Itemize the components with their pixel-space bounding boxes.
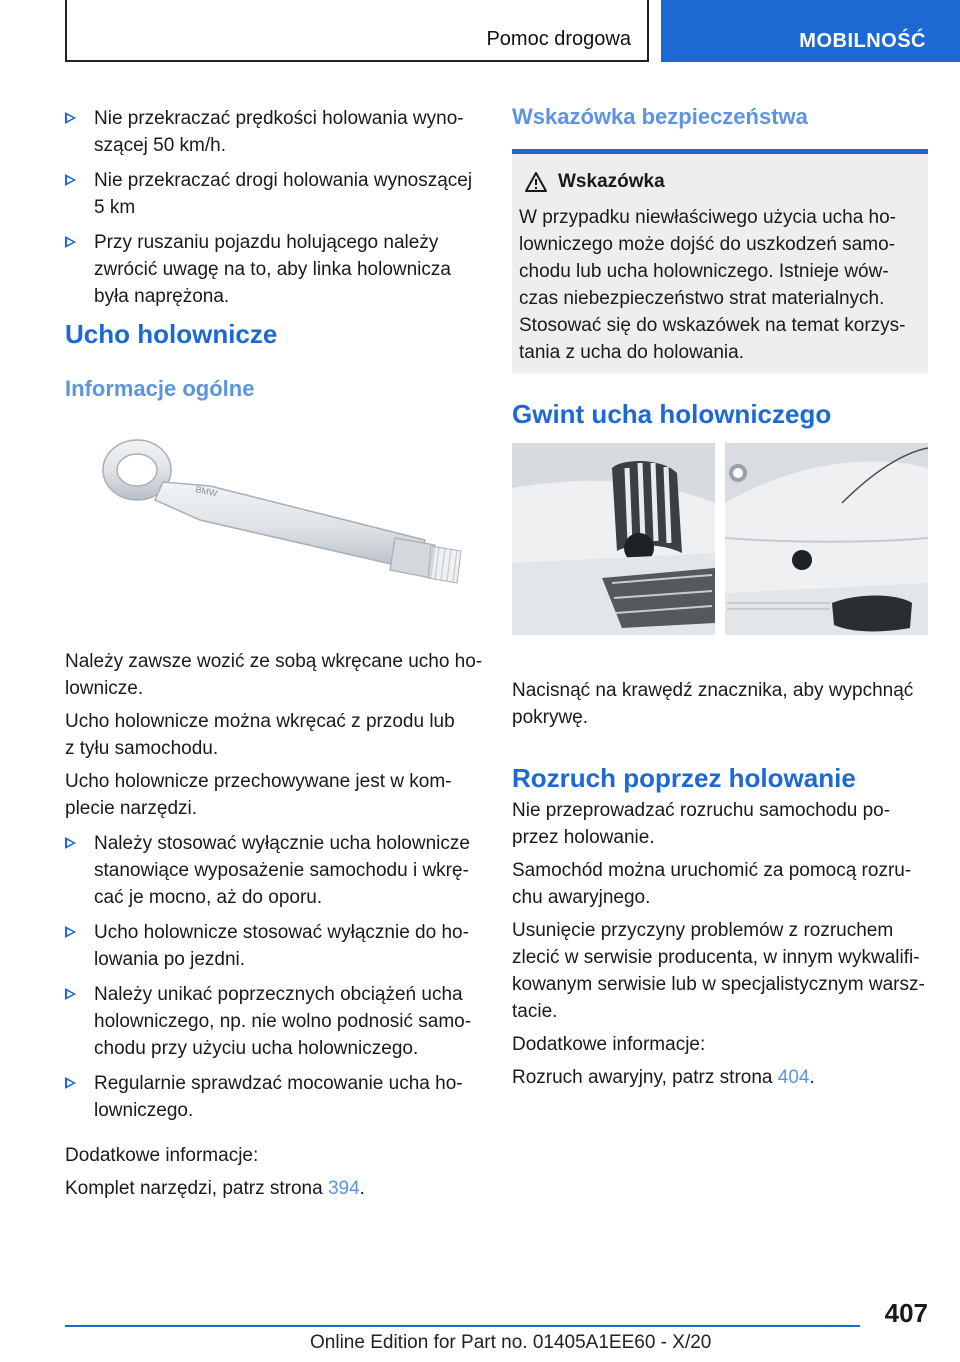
section-title: Pomoc drogowa	[486, 28, 631, 50]
list-item-text: Ucho holownicze stosować wyłącznie do ho- lowania po jezdni.	[94, 922, 469, 970]
reference-text: Rozruch awaryjny, patrz strona	[512, 1067, 778, 1088]
warning-triangle-icon	[524, 171, 548, 193]
heading-tow-eye: Ucho holownicze	[65, 319, 278, 349]
paragraph: Ucho holownicze przechowywane jest w kom- plecie narzędzi.	[65, 771, 452, 819]
footer-rule	[65, 1325, 860, 1327]
paragraph: Ucho holownicze można wkręcać z przodu lub z tyłu samochodu.	[65, 711, 455, 759]
list-item-text: Przy ruszaniu pojazdu holującego należy zwrócić uwagę na to, aby linka holownicza była naprężona.	[94, 232, 451, 307]
reference-end: .	[359, 1178, 365, 1199]
heading-thread: Gwint ucha holowniczego	[512, 399, 832, 429]
bullet-triangle-icon	[65, 1077, 76, 1089]
chapter-title: MOBILNOŚĆ	[799, 30, 926, 52]
bullet-triangle-icon	[65, 112, 76, 124]
tow-eye-thread-image	[512, 443, 928, 635]
bullet-triangle-icon	[65, 988, 76, 1000]
page-number: 407	[884, 1298, 928, 1328]
more-info-label: Dodatkowe informacje:	[512, 1034, 706, 1055]
more-info-label: Dodatkowe informacje:	[65, 1145, 259, 1166]
page-link-404[interactable]: 404	[777, 1067, 810, 1088]
reference-end: .	[809, 1067, 815, 1088]
left-body	[65, 648, 500, 1202]
list-item	[65, 229, 495, 310]
list-item	[65, 1070, 500, 1124]
bullet-triangle-icon	[65, 174, 76, 186]
list-item-text: Regularnie sprawdzać mocowanie ucha ho- lowniczego.	[94, 1073, 463, 1121]
list-item	[65, 167, 495, 221]
right-body	[512, 797, 947, 1091]
list-item-text: Nie przekraczać prędkości holowania wyno- szącej 50 km/h.	[94, 108, 464, 156]
reference-text: Komplet narzędzi, patrz strona	[65, 1178, 328, 1199]
reference-line	[512, 1064, 947, 1091]
paragraph: Należy zawsze wozić ze sobą wkręcane ucho ho- lownicze.	[65, 651, 483, 699]
warning-title: Wskazówka	[558, 171, 665, 192]
header-section-box	[65, 0, 649, 62]
tow-eye-image	[95, 430, 475, 595]
chapter-tab[interactable]	[661, 0, 960, 62]
footer-edition: Online Edition for Part no. 01405A1EE60 - X/20	[310, 1332, 712, 1353]
subheading-general-info: Informacje ogólne	[65, 376, 255, 401]
list-item	[65, 105, 495, 159]
warning-top-rule	[512, 149, 928, 154]
page-link-394[interactable]: 394	[327, 1178, 360, 1199]
heading-safety-note: Wskazówka bezpieczeństwa	[512, 104, 808, 129]
heading-tow-start: Rozruch poprzez holowanie	[512, 763, 856, 793]
bullet-triangle-icon	[65, 926, 76, 938]
warning-box	[512, 149, 928, 373]
paragraph: Nie przeprowadzać rozruchu samochodu po- przez holowanie.	[512, 800, 891, 848]
warning-text: W przypadku niewłaściwego użycia ucha ho- lowniczego może dojść do uszkodzeń samo- chodu lub ucha holowniczego. Istnieje wów- czas niebezpieczeństwo strat materialnych. Stosować się do wskazówek na temat korzys- tania z ucha do holowania.	[519, 207, 906, 363]
list-item-text: Należy unikać poprzecznych obciążeń ucha holowniczego, np. nie wolno podnosić samo- chodu przy użyciu ucha holowniczego.	[94, 984, 472, 1059]
bullet-triangle-icon	[65, 236, 76, 248]
left-top-bullets	[65, 105, 495, 310]
thread-instruction: Nacisnąć na krawędź znacznika, aby wypchnąć pokrywę.	[512, 680, 914, 728]
list-item-text: Nie przekraczać drogi holowania wynoszącej 5 km	[94, 170, 473, 218]
reference-line	[65, 1175, 500, 1202]
paragraph: Samochód można uruchomić za pomocą rozru- chu awaryjnego.	[512, 860, 912, 908]
list-item	[65, 981, 500, 1062]
bullet-triangle-icon	[65, 837, 76, 849]
list-item	[65, 830, 500, 911]
paragraph: Usunięcie przyczyny problemów z rozruchem zlecić w serwisie producenta, w innym wykwalifi- kowanym serwisie lub w specjalistycznym warsz- tacie.	[512, 920, 925, 1022]
list-item-text: Należy stosować wyłącznie ucha holownicze stanowiące wyposażenie samochodu i wkrę- cać je mocno, aż do oporu.	[94, 833, 470, 908]
tow-eye-marking-text: BMW	[194, 484, 219, 499]
list-item	[65, 919, 500, 973]
